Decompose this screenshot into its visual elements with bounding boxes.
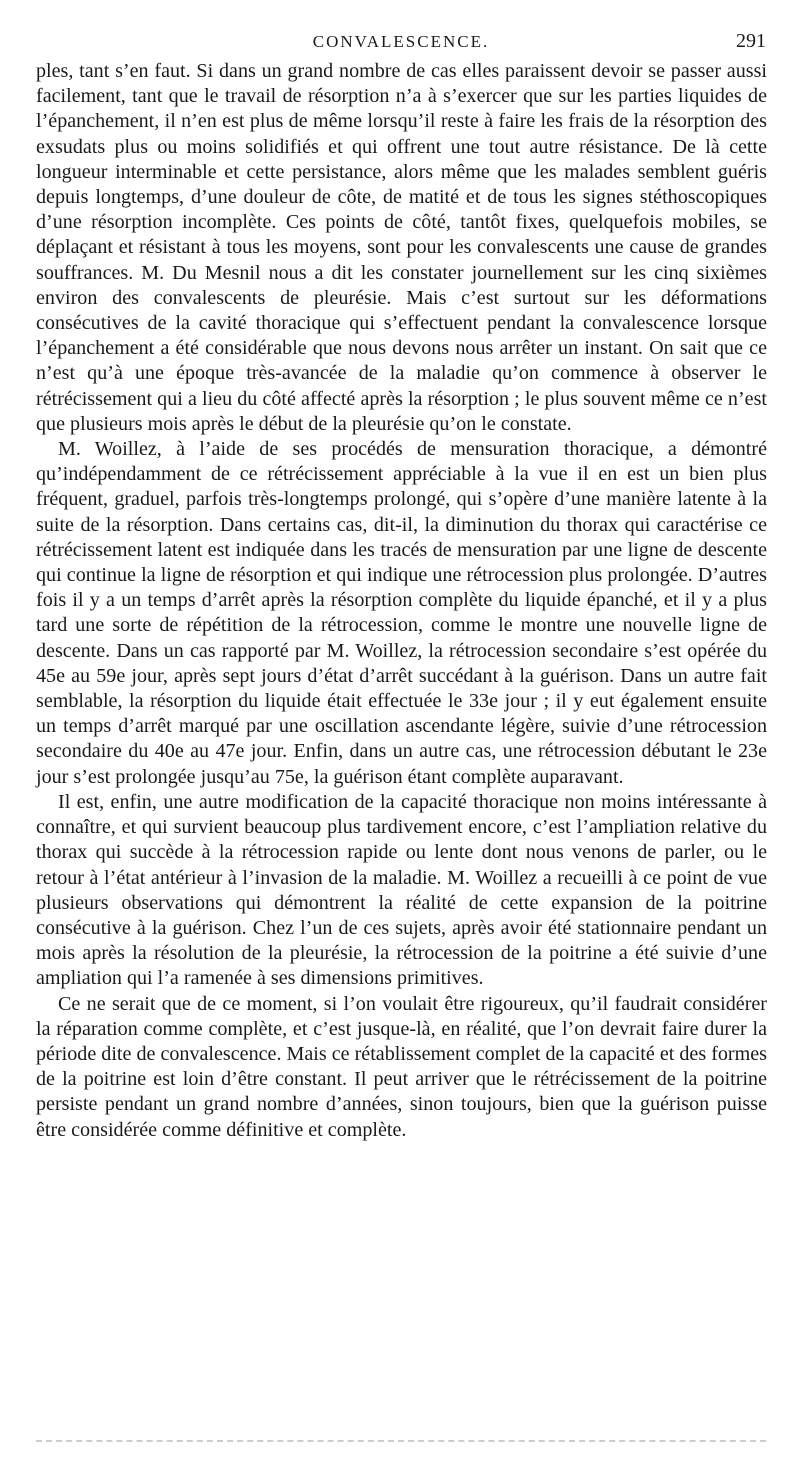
page-number: 291 <box>736 30 766 52</box>
body-text <box>36 59 767 1143</box>
paragraph-2: M. Woillez, à l’aide de ses procédés de mensuration thoracique, a démontré qu’indépendamment de ce rétrécissement appréciable à la vue il en est un bien plus fréquent, graduel, parfois très-longtemps prolongé, qui s’opère d’une manière latente à la suite de la résorption. Dans certains cas, dit-il, la diminution du thorax qui caractérise ce rétrécissement latent est indiquée dans les tracés de mensuration par une ligne de descente qui continue la ligne de résorption et qui indique une rétrocession plus prolongée. D’autres fois il y a un temps d’arrêt après la résorption complète du liquide épanché, et il y a plus tard une sorte de répétition de la rétrocession, comme le montre une nouvelle ligne de descente. Dans un cas rapporté par M. Woillez, la rétrocession secondaire s’est opérée du 45e au 59e jour, après sept jours d’état d’arrêt succédant à la guérison. Dans un autre fait semblable, la résorption du liquide était effectuée le 33e jour ; il y eut également ensuite un temps d’arrêt marqué par une oscillation ascendante légère, suivie d’une rétrocession secondaire du 40e au 47e jour. Enfin, dans un autre cas, une rétrocession débutant le 23e jour s’est prolongée jusqu’au 75e, la guérison étant complète auparavant. <box>36 438 767 788</box>
running-head <box>36 30 766 56</box>
running-title: CONVALESCENCE. <box>312 32 490 51</box>
bottom-cut-line <box>36 1440 766 1444</box>
paragraph-4: Ce ne serait que de ce moment, si l’on voulait être rigoureux, qu’il faudrait considérer la réparation comme complète, et c’est jusque-là, en réalité, que l’on devrait faire durer la période dite de convalescence. Mais ce rétablissement complet de la capacité et des formes de la poitrine est loin d’être constant. Il peut arriver que le rétrécissement de la poitrine persiste pendant un grand nombre d’années, sinon toujours, bien que la guérison puisse être considérée comme définitive et complète. <box>36 992 767 1141</box>
paragraph-1: ples, tant s’en faut. Si dans un grand nombre de cas elles paraissent devoir se passer aussi facilement, tant que le travail de résorption n’a à s’exercer que sur les parties liquides de l’épanchement, il n’en est plus de même lorsqu’il reste à faire les frais de la résorption des exsudats plus ou moins solidifiés et qui offrent une tout autre résistance. De là cette longueur interminable et cette persistance, alors même que les malades semblent guéris depuis longtemps, d’une douleur de côte, de matité et de tous les signes stéthoscopiques d’une résorption incomplète. Ces points de côté, tantôt fixes, quelquefois mobiles, se déplaçant et résistant à tous les moyens, sont pour les convalescents une cause de grandes souffrances. M. Du Mesnil nous a dit les constater journellement sur les cinq sixièmes environ des convalescents de pleurésie. Mais c’est surtout sur les déformations consécutives de la cavité thoracique qui s’effectuent pendant la convalescence lorsque l’épanchement a été considérable que nous devons nous arrêter un instant. On sait que ce n’est qu’à une époque très-avancée de la maladie qu’on commence à observer le rétrécissement qui a lieu du côté affecté après la résorption ; le plus souvent même ce n’est que plusieurs mois après le début de la pleurésie qu’on le constate. <box>36 60 767 435</box>
paragraph-3: Il est, enfin, une autre modification de la capacité thoracique non moins intéressante à connaître, et qui survient beaucoup plus tardivement encore, c’est l’ampliation relative du thorax qui succède à la rétrocession rapide ou lente dont nous venons de parler, ou le retour à l’état antérieur à l’invasion de la maladie. M. Woillez a recueilli à ce point de vue plusieurs observations qui démontrent la réalité de cette expansion de la poitrine consécutive à la guérison. Chez l’un de ces sujets, après avoir été stationnaire pendant un mois après la résolution de la pleurésie, la rétrocession de la poitrine a été suivie d’une ampliation qui l’a ramenée à ses dimensions primitives. <box>36 790 767 990</box>
